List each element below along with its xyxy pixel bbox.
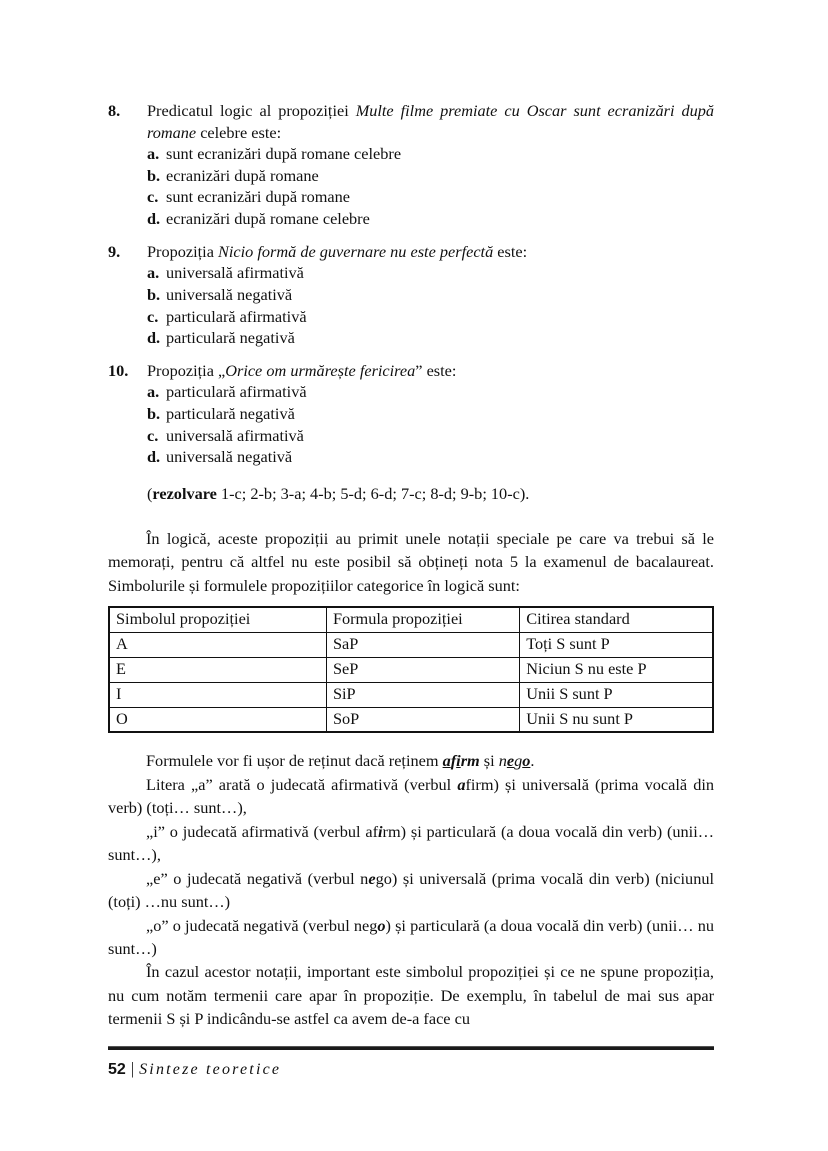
option-letter: a. bbox=[147, 144, 160, 163]
table-row bbox=[109, 657, 713, 682]
table-header-row bbox=[109, 607, 713, 632]
footer-divider bbox=[108, 1046, 714, 1050]
line-i-rest: rm bbox=[382, 821, 401, 841]
mnemonic-letter-i: i bbox=[456, 751, 461, 771]
question-8-number: 8. bbox=[108, 101, 121, 120]
option-b[interactable] bbox=[108, 165, 714, 187]
option-label: universală afirmativă bbox=[166, 425, 304, 445]
option-label: ecranizări după romane bbox=[166, 165, 319, 185]
answer-key-label: rezolvare bbox=[152, 484, 217, 504]
option-label: particulară negativă bbox=[166, 404, 295, 424]
paragraph-final: În cazul acestor notații, important este simbolul propoziției și ce ne spune propoziția, nu cum notăm termenii care apar în propoziție. De exemplu, în tabelul de mai sus apar termenii S și P indicându-se astfel ca avem de-a face cu bbox=[108, 962, 714, 1029]
question-10-head bbox=[108, 360, 714, 382]
paragraph-mnemonic-line-i bbox=[108, 820, 714, 867]
line-e-pre: „e” o judecată negativă (verbul n bbox=[146, 868, 369, 888]
question-9-options bbox=[108, 262, 714, 349]
cell-reading: Niciun S nu este P bbox=[520, 657, 713, 682]
line-o-pre: „o” o judecată negativă (verbul neg bbox=[146, 915, 378, 935]
column-header-symbol: Simbolul propoziției bbox=[109, 607, 326, 632]
option-letter: a. bbox=[147, 263, 160, 283]
mnemonic-letter-n: n bbox=[498, 751, 507, 771]
column-header-reading: Citirea standard bbox=[520, 607, 713, 632]
mnemonic-letter-a: a bbox=[442, 751, 451, 771]
cell-formula: SaP bbox=[326, 632, 519, 657]
categorical-propositions-table bbox=[108, 606, 714, 733]
cell-formula: SiP bbox=[326, 682, 519, 707]
option-letter: d. bbox=[147, 209, 161, 229]
option-letter: b. bbox=[147, 165, 161, 185]
mnemonic-lead-text: Formulele vor fi ușor de reținut dacă reținem bbox=[146, 751, 443, 771]
paragraph-intro: În logică, aceste propoziții au primit unele notații speciale pe care va trebui să le memorați, pentru că altfel nu este posibil să obțineți nota 5 la examenul de bacalaureat. Simbolurile și formulele propozițiilor categorice în logică sunt: bbox=[108, 528, 714, 595]
table-row bbox=[109, 632, 713, 657]
stem-text-tail: ” este: bbox=[415, 360, 457, 380]
question-8-stem bbox=[147, 100, 714, 143]
line-e-post: ) și universală (prima vocală din verb) (niciunul (toți) …nu sunt…) bbox=[108, 868, 714, 912]
line-e-rest: go bbox=[375, 868, 392, 888]
mnemonic-letter-o: o bbox=[522, 751, 531, 771]
stem-text-plain: Propoziția bbox=[147, 241, 218, 261]
line-i-pre: „i” o judecată afirmativă (verbul af bbox=[146, 821, 378, 841]
footer-section-label: Sinteze teoretice bbox=[139, 1061, 282, 1078]
mnemonic-letter-f: f bbox=[450, 751, 457, 771]
option-letter: d. bbox=[147, 447, 161, 467]
line-i-post: ) și particulară (a doua vocală din verb) (unii… sunt…), bbox=[108, 821, 714, 865]
line-i-emphasis: i bbox=[378, 821, 383, 841]
option-letter: c. bbox=[147, 306, 159, 326]
page-footer bbox=[108, 1046, 714, 1079]
mnemonic-afirm-tail: rm bbox=[460, 751, 480, 771]
mnemonic-word-nego bbox=[499, 751, 531, 770]
line-a-pre: Litera „a” arată o judecată afirmativă (verbul bbox=[146, 774, 458, 794]
line-o-emphasis: o bbox=[377, 915, 386, 935]
cell-formula: SeP bbox=[326, 657, 519, 682]
table-row bbox=[109, 707, 713, 732]
option-letter: a. bbox=[147, 382, 160, 402]
option-d[interactable] bbox=[108, 208, 714, 230]
line-a-rest: firm bbox=[465, 774, 494, 794]
cell-reading: Unii S nu sunt P bbox=[520, 707, 713, 732]
option-b[interactable] bbox=[108, 403, 714, 425]
line-o-post: ) și particulară (a doua vocală din verb) (unii… nu sunt…) bbox=[108, 915, 714, 959]
cell-symbol: E bbox=[109, 657, 326, 682]
paragraph-mnemonic-lead bbox=[108, 749, 714, 772]
question-9-head bbox=[108, 241, 714, 263]
line-a-emphasis: a bbox=[457, 774, 466, 794]
option-letter: d. bbox=[147, 328, 161, 348]
option-a[interactable] bbox=[108, 262, 714, 284]
question-10-options bbox=[108, 381, 714, 468]
option-d[interactable] bbox=[108, 446, 714, 468]
stem-text-tail: celebre este: bbox=[196, 122, 282, 142]
option-c[interactable] bbox=[108, 186, 714, 208]
answer-key-open-paren: ( bbox=[147, 484, 153, 504]
question-8-head bbox=[108, 100, 714, 143]
question-8 bbox=[108, 100, 714, 230]
stem-text-italic: Multe filme premiate cu Oscar sunt ecranizări după romane bbox=[147, 101, 715, 142]
cell-reading: Unii S sunt P bbox=[520, 682, 713, 707]
footer-page-number: 52 bbox=[108, 1061, 126, 1078]
option-label: particulară afirmativă bbox=[166, 306, 307, 326]
cell-reading: Toți S sunt P bbox=[520, 632, 713, 657]
mnemonic-period: . bbox=[530, 751, 535, 771]
question-10-number: 10. bbox=[108, 360, 129, 380]
question-10 bbox=[108, 360, 714, 468]
question-8-options bbox=[108, 143, 714, 230]
option-letter: c. bbox=[147, 187, 159, 207]
mnemonic-word-afirm bbox=[443, 751, 480, 770]
question-9-number: 9. bbox=[108, 241, 121, 261]
option-label: ecranizări după romane celebre bbox=[166, 209, 370, 229]
paragraph-mnemonic-line-a bbox=[108, 773, 714, 820]
paragraph-mnemonic-line-o bbox=[108, 914, 714, 961]
option-label: particulară afirmativă bbox=[166, 382, 307, 402]
question-9-stem bbox=[147, 241, 714, 263]
stem-text-plain: Propoziția „ bbox=[147, 360, 226, 380]
option-label: universală afirmativă bbox=[166, 263, 304, 283]
column-header-formula: Formula propoziției bbox=[326, 607, 519, 632]
option-a[interactable] bbox=[108, 381, 714, 403]
answer-key bbox=[108, 483, 714, 505]
option-a[interactable] bbox=[108, 143, 714, 165]
option-letter: b. bbox=[147, 404, 161, 424]
line-a-post: ) și universală (prima vocală din verb) (toți… sunt…), bbox=[108, 774, 714, 818]
option-c[interactable] bbox=[108, 425, 714, 447]
paragraph-mnemonic-line-e bbox=[108, 867, 714, 914]
question-9 bbox=[108, 241, 714, 349]
option-label: sunt ecranizări după romane celebre bbox=[166, 144, 402, 163]
stem-text-italic: Orice om urmărește fericirea bbox=[225, 360, 416, 380]
cell-formula: SoP bbox=[326, 707, 519, 732]
mnemonic-letter-e: e bbox=[506, 751, 515, 771]
cell-symbol: A bbox=[109, 632, 326, 657]
footer-content bbox=[108, 1059, 714, 1079]
stem-text-tail: este: bbox=[493, 241, 528, 261]
option-label: universală negativă bbox=[166, 447, 293, 467]
stem-text-italic: Nicio formă de guvernare nu este perfectă bbox=[218, 241, 494, 261]
page-content bbox=[108, 100, 714, 1033]
question-10-stem bbox=[147, 360, 714, 382]
option-c[interactable] bbox=[108, 306, 714, 328]
option-letter: b. bbox=[147, 284, 161, 304]
option-label: universală negativă bbox=[166, 284, 293, 304]
answer-key-list: 1-c; 2-b; 3-a; 4-b; 5-d; 6-d; 7-c; 8-d; 9-b; 10-c). bbox=[216, 484, 530, 504]
option-label: particulară negativă bbox=[166, 328, 295, 348]
footer-separator: | bbox=[130, 1059, 135, 1078]
cell-symbol: I bbox=[109, 682, 326, 707]
option-label: sunt ecranizări după romane bbox=[166, 187, 350, 207]
mnemonic-letter-g: g bbox=[514, 751, 523, 771]
stem-text-plain: Predicatul logic al propoziției bbox=[147, 101, 356, 120]
option-letter: c. bbox=[147, 425, 159, 445]
option-d[interactable] bbox=[108, 327, 714, 349]
table-row bbox=[109, 682, 713, 707]
line-e-emphasis: e bbox=[368, 868, 376, 888]
cell-symbol: O bbox=[109, 707, 326, 732]
option-b[interactable] bbox=[108, 284, 714, 306]
mnemonic-conjunction: și bbox=[479, 751, 499, 771]
